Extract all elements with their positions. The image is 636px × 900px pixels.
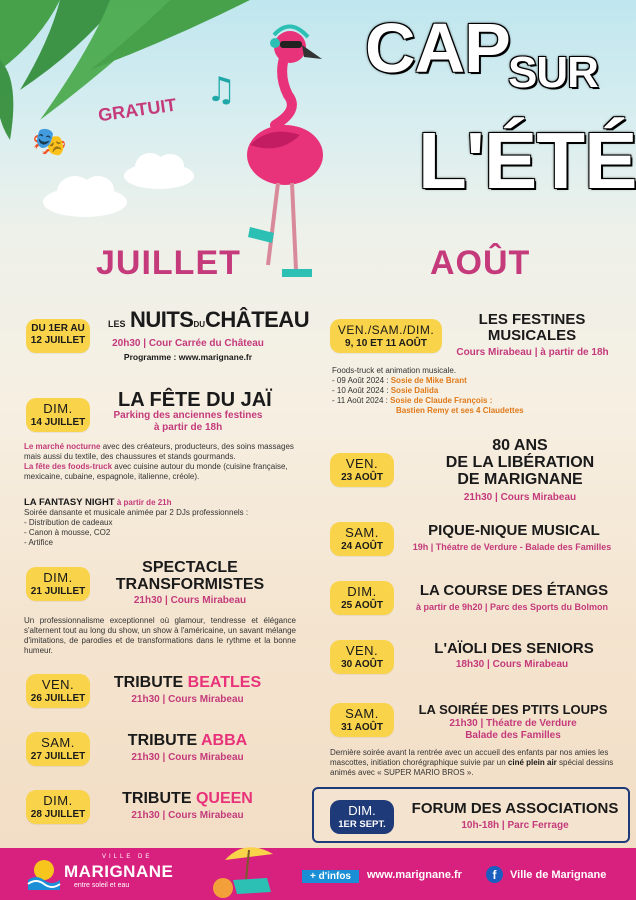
event-title: LES FESTINES MUSICALES (478, 311, 586, 344)
event-title: 80 ANS DE LA LIBÉRATION DE MARIGNANE (445, 437, 595, 488)
date-badge: VEN. 26 JUILLET (26, 674, 90, 708)
event-info: Parking des anciennes festines à partir de 18h (113, 410, 263, 433)
event-info: Cours Mirabeau | à partir de 18h (456, 347, 609, 358)
event-info: 10h-18h | Parc Ferrage (461, 820, 569, 831)
date-badge: DIM. 1ER SEPT. (330, 800, 394, 834)
event-description: Foods-truck et animation musicale. - 09 Août 2024 : Sosie de Mike Brant - 10 Août 2024 : Sosie Dalida - 11 Août 2024 : Sosie de Claude François : Bastien Remy et ses 4 Claudettes (332, 366, 524, 415)
event-title: LA COURSE DES ÉTANGS (419, 582, 609, 599)
event-info: 20h30 | Cour Carrée du Château (112, 338, 264, 349)
event-description: Un professionnalisme exceptionnel où glamour, tendresse et élégance s'alternent tout au long du show, un show à l'américaine, un savant mélange d'imitations, de parodies et de transformations dans le rythme et la bonne humeur. (24, 616, 296, 655)
logo-tagline: entre soleil et eau (74, 882, 130, 889)
event-title: LA SOIRÉE DES PTITS LOUPS (418, 702, 608, 717)
event-title: TRIBUTE BEATLES (113, 674, 262, 691)
month-august: AOÛT (430, 244, 531, 282)
date-badge: DIM. 21 JUILLET (26, 567, 90, 601)
date-badge: SAM. 31 AOÛT (330, 703, 394, 737)
date-badge: SAM. 24 AOÛT (330, 522, 394, 556)
event-title: TRIBUTE QUEEN (122, 790, 253, 807)
gratuit-label: GRATUIT (96, 94, 178, 126)
cloud-icon (122, 148, 197, 193)
date-badge: VEN./SAM./DIM. 9, 10 ET 11 AOÛT (330, 319, 442, 353)
event-title: L'AÏOLI DES SENIORS (434, 640, 594, 657)
event-description: Dernière soirée avant la rentrée avec un accueil des enfants par nos amies les mascottes, initiation chorégraphique suivie par un ciné plein air spécial dessins animés avec « SUPER MARIO BROS ». (330, 748, 614, 777)
event-title: LA FÊTE DU JAÏ (118, 389, 272, 411)
date-badge: DIM. 28 JUILLET (26, 790, 90, 824)
event-info: 19h | Théatre de Verdure - Balade des Familles (412, 542, 612, 552)
event-info: à partir de 9h20 | Parc des Sports du Bolmon (415, 602, 609, 612)
date-badge: DIM. 14 JUILLET (26, 398, 90, 432)
fantasy-night: LA FANTASY NIGHT à partir de 21h Soirée dansante et musicale animée par 2 DJs professionnels : - Distribution de cadeaux - Canon à mousse, CO2 - Artifice (24, 497, 249, 547)
event-title: TRIBUTE ABBA (127, 732, 248, 749)
event-info: 21h30 | Cours Mirabeau (131, 810, 244, 821)
marignane-logo (22, 852, 182, 896)
theater-masks-icon: 🎭 (32, 125, 67, 158)
hero-title-ete: L'ÉTÉ (418, 116, 636, 205)
month-july: JUILLET (96, 244, 241, 282)
hero-title-cap: CAP (365, 9, 510, 87)
event-title: LES NUITSDUCHÂTEAU (108, 307, 310, 332)
date-badge: DIM. 25 AOÛT (330, 581, 394, 615)
sun-logo-icon (26, 856, 62, 892)
event-title: PIQUE-NIQUE MUSICAL (428, 522, 600, 539)
event-info: 18h30 | Cours Mirabeau (455, 659, 569, 670)
logo-ville: VILLE DE (102, 854, 153, 860)
flamingo-icon (230, 15, 340, 280)
date-badge: VEN. 30 AOÛT (330, 640, 394, 674)
facebook-link[interactable]: Ville de Marignane (510, 869, 607, 881)
facebook-icon[interactable]: f (486, 866, 503, 883)
logo-brand: MARIGNANE (64, 862, 174, 881)
event-info: 21h30 | Cours Mirabeau (133, 595, 247, 606)
beach-umbrella-icon (205, 838, 285, 900)
date-badge: VEN. 23 AOÛT (330, 453, 394, 487)
date-badge: DU 1ER AU 12 JUILLET (26, 319, 90, 353)
cloud-icon (40, 170, 130, 220)
event-title: SPECTACLE TRANSFORMISTES (115, 559, 265, 593)
event-info: 21h30 | Cours Mirabeau (131, 752, 244, 763)
event-link[interactable]: Programme : www.marignane.fr (123, 352, 253, 362)
music-note-icon: ♫ (206, 70, 237, 110)
website-link[interactable]: www.marignane.fr (367, 869, 462, 881)
event-info: 21h30 | Théatre de Verdure Balade des Familles (449, 718, 577, 741)
hero-title-sur: SUR (508, 48, 598, 97)
event-title: FORUM DES ASSOCIATIONS (411, 800, 619, 817)
date-badge: SAM. 27 JUILLET (26, 732, 90, 766)
event-description: Le marché nocturne avec des créateurs, producteurs, des soins massages mais aussi du textile, des chaussures et stands gourmands. La fête des foods-truck avec cuisine autour du monde (cuisine française, mexicaine, cubaine, espagnole, italienne, créole). (24, 442, 294, 481)
event-info: 21h30 | Cours Mirabeau (463, 492, 577, 503)
more-info-badge: + d'infos (302, 870, 359, 883)
event-info: 21h30 | Cours Mirabeau (131, 694, 244, 705)
